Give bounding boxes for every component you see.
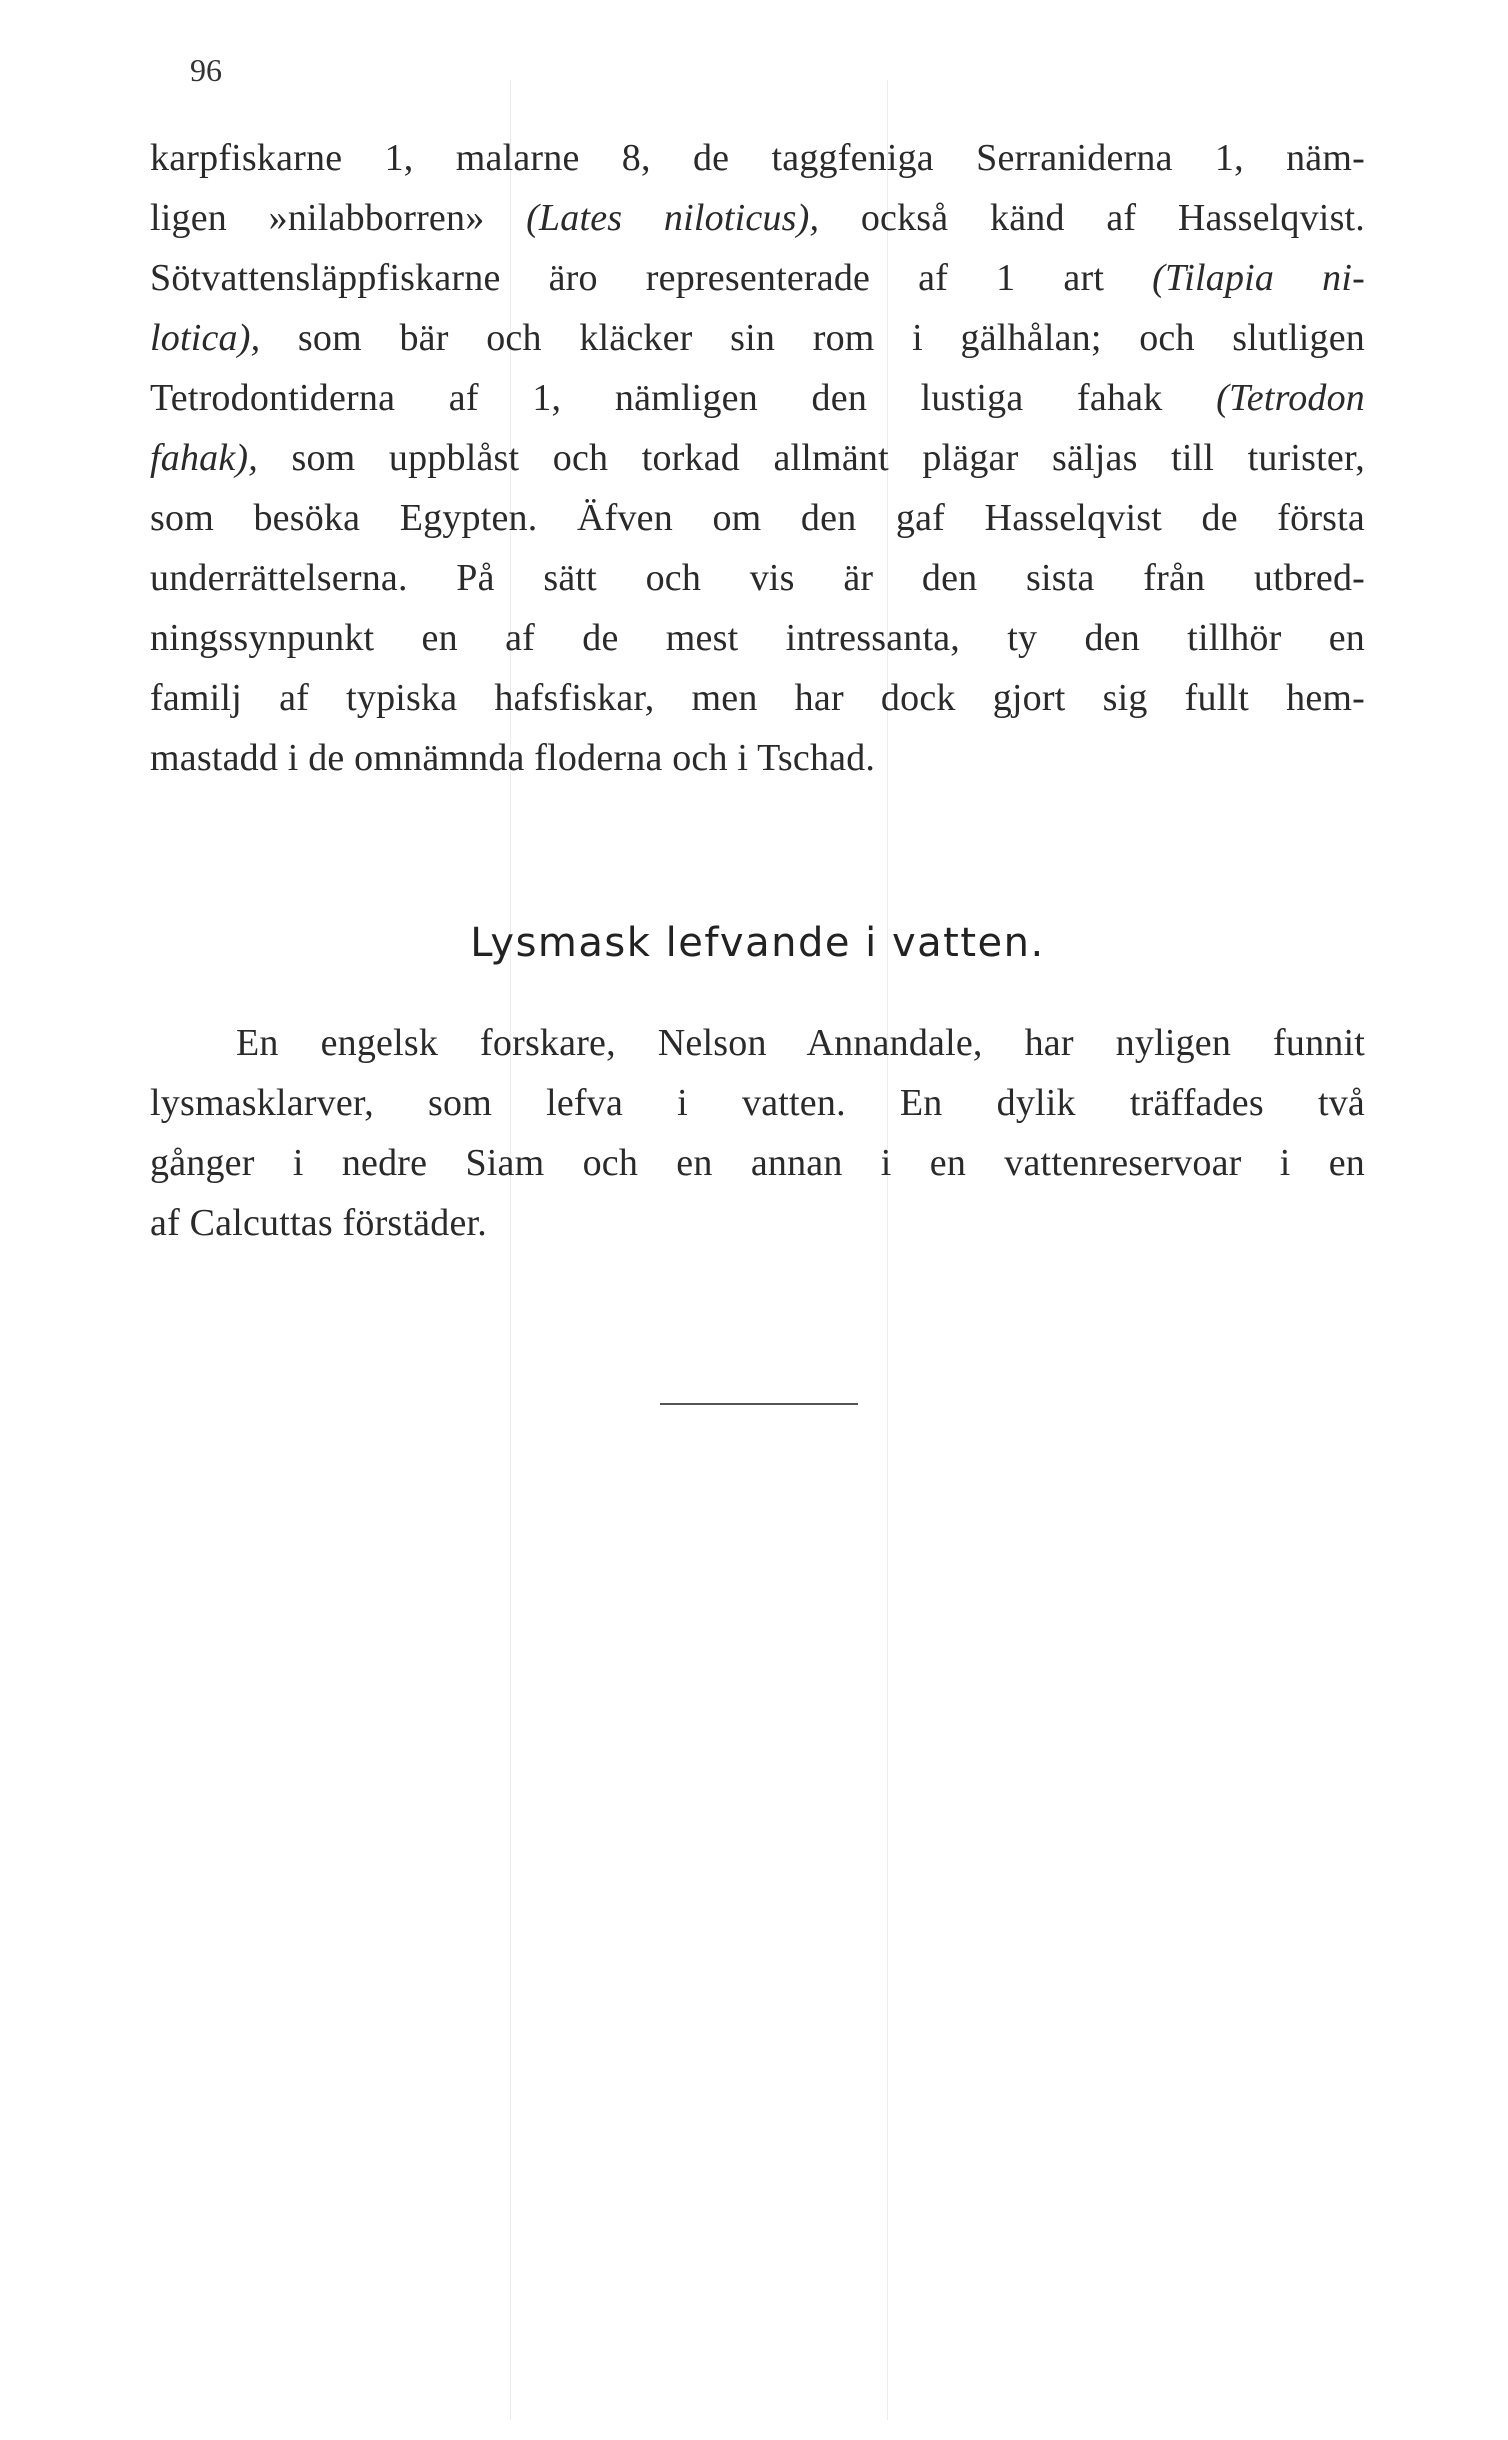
text-run: familj af typiska hafsfiskar, men har dock gjort sig fullt hem-: [150, 677, 1365, 719]
text-line: [150, 1073, 1365, 1133]
text-run: af Calcuttas förstäder.: [150, 1202, 487, 1244]
italic-species-name: fahak),: [150, 437, 258, 479]
text-line: [150, 668, 1365, 728]
text-run: också känd af Hasselqvist.: [819, 197, 1366, 239]
text-run: mastadd i de omnämnda floderna och i Tschad.: [150, 737, 876, 779]
section-heading: Lysmask lefvande i vatten.: [470, 920, 1045, 966]
italic-species-name: (Tetrodon: [1216, 377, 1365, 419]
italic-species-name: (Tilapia ni-: [1152, 257, 1365, 299]
text-line: [150, 248, 1365, 308]
text-line: [150, 728, 1365, 788]
text-run: som uppblåst och torkad allmänt plägar säljas till turister,: [257, 437, 1365, 479]
page-number: 96: [190, 52, 222, 88]
paragraph-glowworm-larvae: [150, 1013, 1365, 1253]
text-run: Sötvattensläppfiskarne äro representerade af 1 art: [150, 257, 1153, 299]
text-line: [150, 548, 1365, 608]
italic-species-name: lotica),: [150, 317, 261, 359]
text-run: som besöka Egypten. Äfven om den gaf Hasselqvist de första: [150, 497, 1365, 539]
text-run: gånger i nedre Siam och en annan i en vattenreservoar i en: [150, 1142, 1365, 1184]
text-line: [150, 488, 1365, 548]
text-run: som bär och kläcker sin rom i gälhålan; och slutligen: [260, 317, 1365, 359]
text-line: [150, 1193, 1365, 1253]
text-line: [150, 428, 1365, 488]
text-run: karpfiskarne 1, malarne 8, de taggfeniga Serraniderna 1, näm-: [150, 137, 1365, 179]
text-run: lysmasklarver, som lefva i vatten. En dylik träffades två: [150, 1082, 1365, 1124]
text-line: [150, 1133, 1365, 1193]
text-run: Tetrodontiderna af 1, nämligen den lustiga fahak: [150, 377, 1217, 419]
text-line: [150, 1013, 1365, 1073]
text-run: ningssynpunkt en af de mest intressanta, ty den tillhör en: [150, 617, 1365, 659]
text-line: [150, 128, 1365, 188]
end-rule: [660, 1403, 858, 1405]
italic-species-name: (Lates niloticus),: [526, 197, 820, 239]
text-line: [150, 188, 1365, 248]
paragraph-fish-families: [150, 128, 1365, 788]
text-line: [150, 308, 1365, 368]
text-run: ligen »nilabborren»: [150, 197, 527, 239]
text-run: underrättelserna. På sätt och vis är den sista från utbred-: [150, 557, 1365, 599]
text-line: [150, 368, 1365, 428]
text-run: En engelsk forskare, Nelson Annandale, har nyligen funnit: [236, 1022, 1365, 1064]
text-line: [150, 608, 1365, 668]
